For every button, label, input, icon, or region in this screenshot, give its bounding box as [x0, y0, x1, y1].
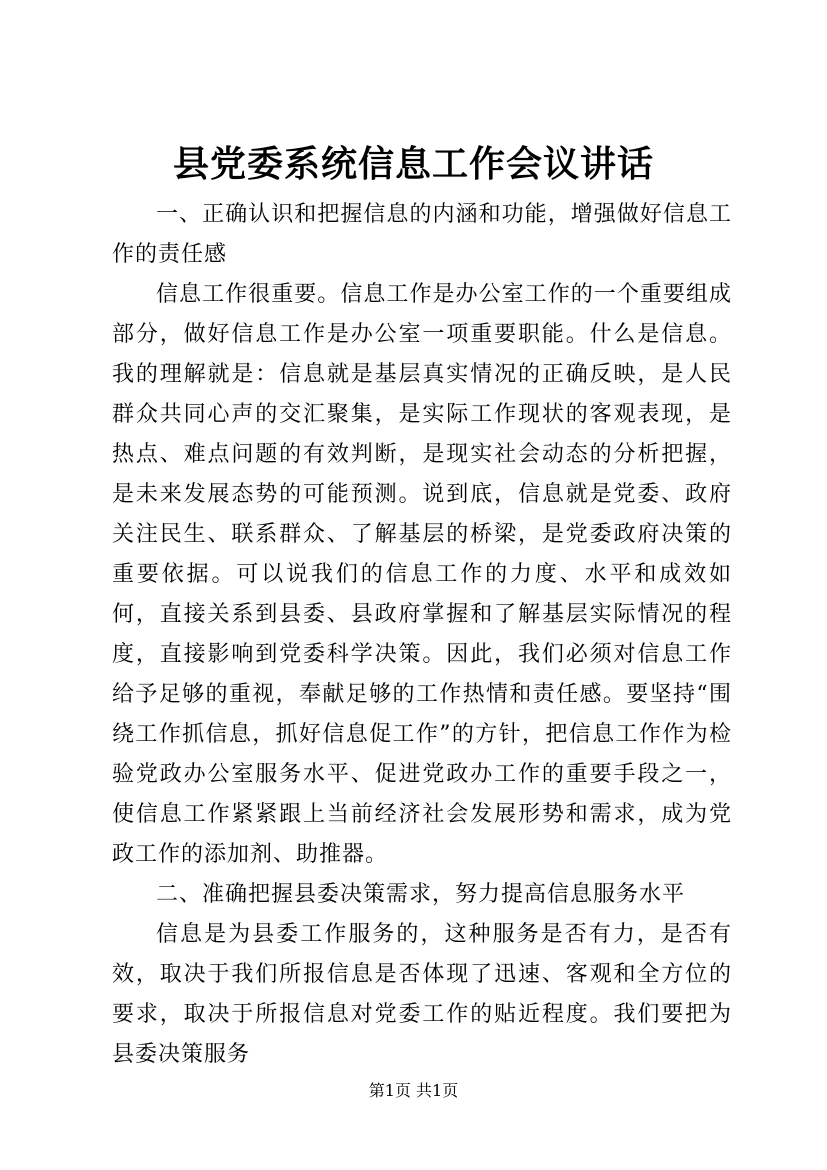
document-title: 县党委系统信息工作会议讲话: [172, 143, 654, 185]
document-body: [112, 195, 732, 1075]
paragraph-2: 信息是为县委工作服务的，这种服务是否有力，是否有效，取决于我们所报信息是否体现了迅速、客观和全方位的要求，取决于所报信息对党委工作的贴近程度。我们要把为县委决策服务: [112, 922, 732, 1067]
section-heading-2: 二、准确把握县委决策需求，努力提高信息服务水平: [156, 882, 686, 907]
section-heading-1: 一、正确认识和把握信息的内涵和功能，增强做好信息工作的责任感: [112, 202, 732, 267]
page-footer: 第1页 共1页: [368, 1081, 459, 1100]
paragraph-1: 信息工作很重要。信息工作是办公室工作的一个重要组成部分，做好信息工作是办公室一项重要职能。什么是信息。我的理解就是：信息就是基层真实情况的正确反映，是人民群众共同心声的交汇聚集，是实际工作现状的客观表现，是热点、难点问题的有效判断，是现实社会动态的分析把握，是未来发展态势的可能预测。说到底，信息就是党委、政府关注民生、联系群众、了解基层的桥梁，是党委政府决策的重要依据。可以说我们的信息工作的力度、水平和成效如何，直接关系到县委、县政府掌握和了解基层实际情况的程度，直接影响到党委科学决策。因此，我们必须对信息工作给予足够的重视，奉献足够的工作热情和责任感。要坚持“围绕工作抓信息，抓好信息促工作”的方针，把信息工作作为检验党政办公室服务水平、促进党政办工作的重要手段之一，使信息工作紧紧跟上当前经济社会发展形势和需求，成为党政工作的添加剂、助推器。: [112, 282, 732, 867]
